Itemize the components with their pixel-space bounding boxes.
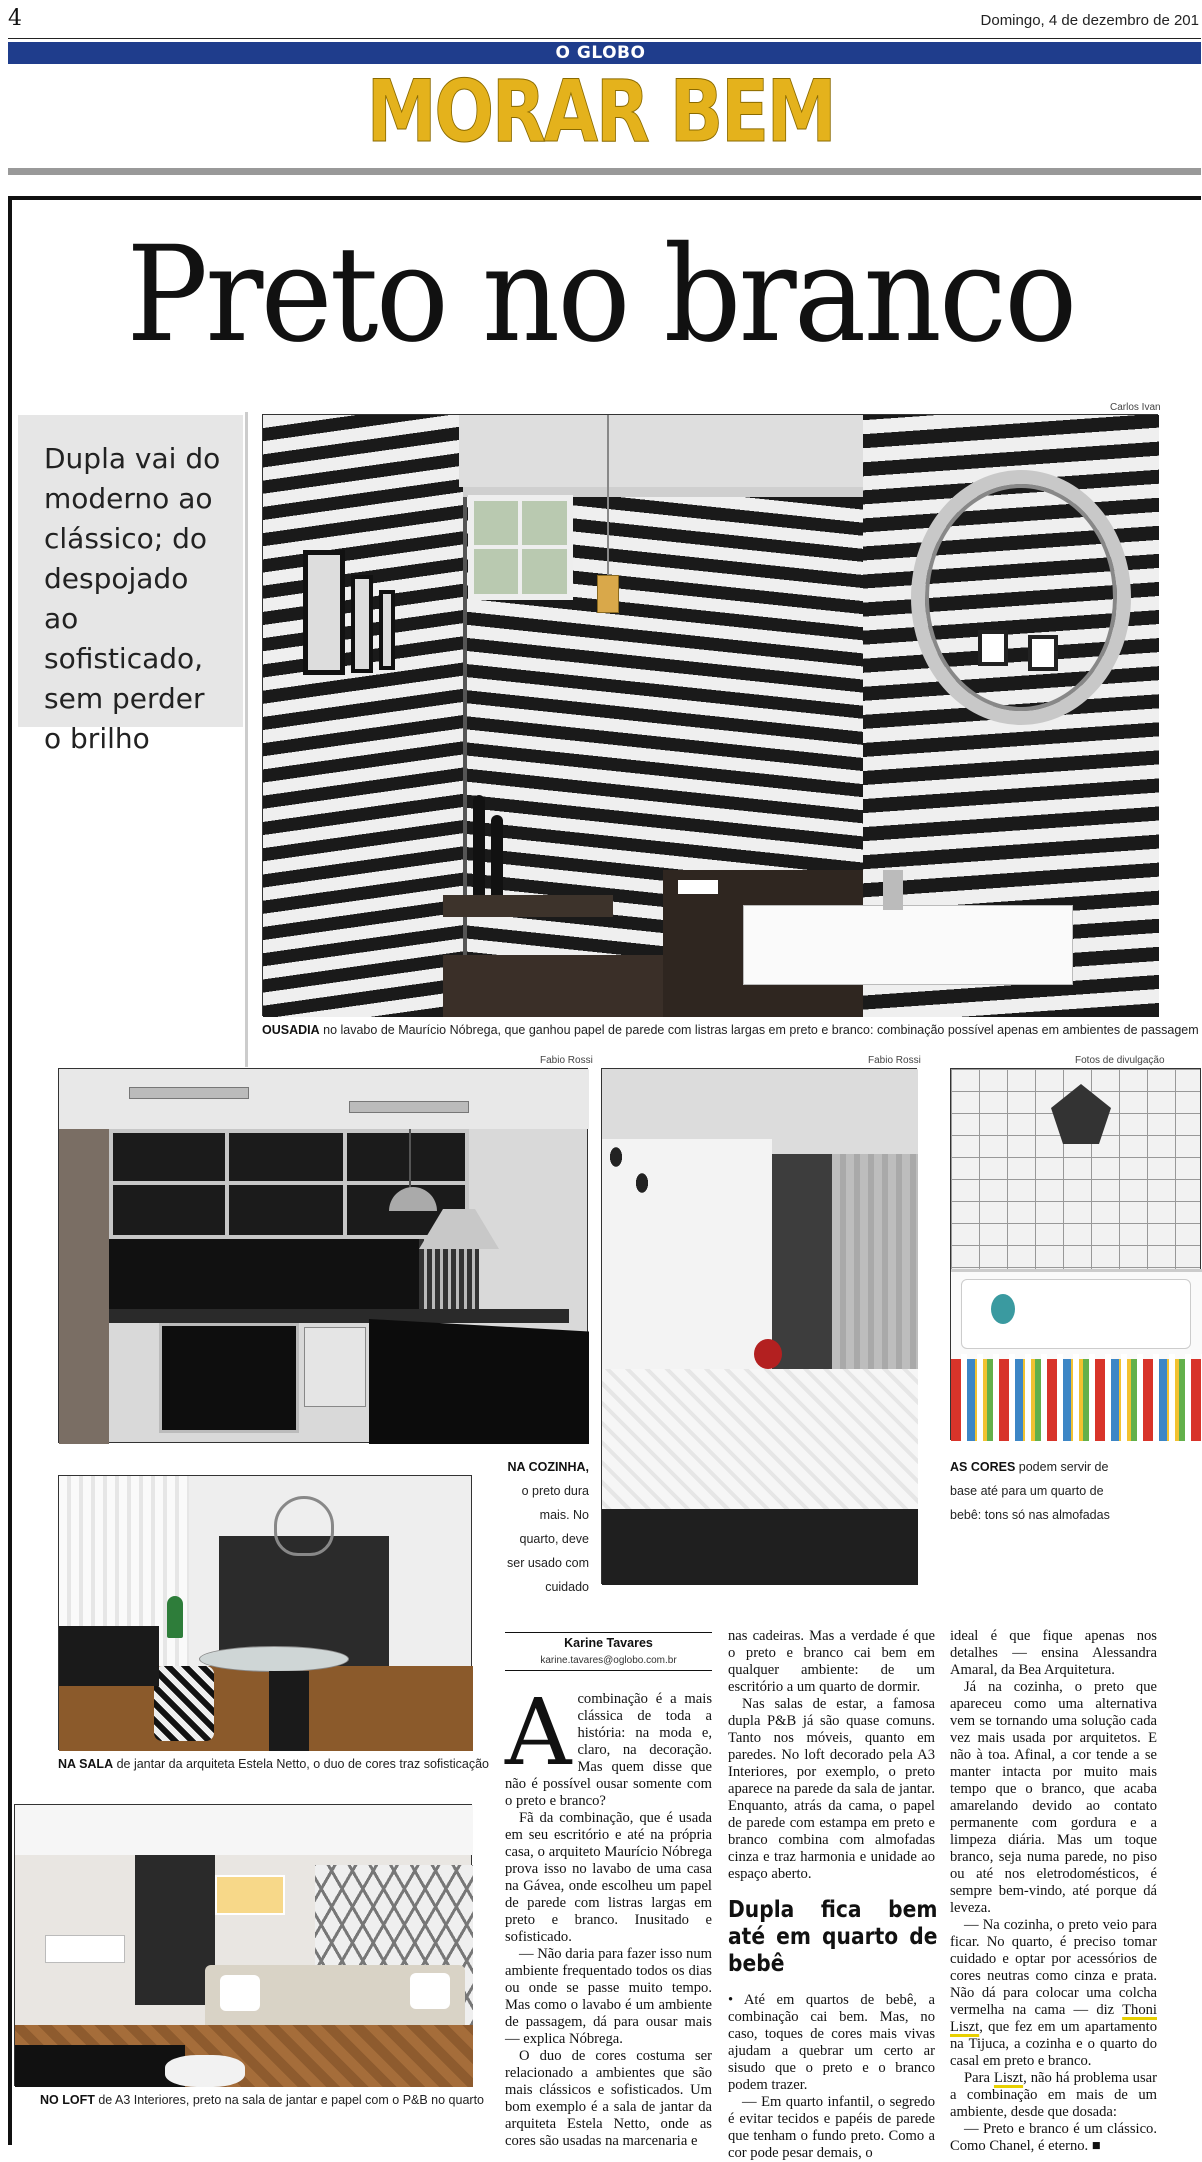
wall-art (215, 1875, 285, 1915)
kitchen-ceiling (59, 1069, 589, 1129)
upper-cabinets (109, 1129, 469, 1239)
towel (678, 880, 718, 894)
pendant-wire (607, 415, 609, 575)
round-mirror (911, 470, 1131, 725)
wood-panel (59, 1129, 109, 1444)
mini-fridge (304, 1327, 366, 1407)
wall-frame-2 (351, 575, 373, 673)
backsplash (109, 1239, 419, 1309)
caption-sala-lead: NA SALA (58, 1757, 114, 1771)
sink (743, 905, 1073, 985)
sala-photo (58, 1475, 472, 1750)
name-highlight: Liszt (993, 2070, 1024, 2086)
cushion-2 (410, 1973, 450, 2009)
page-number: 4 (8, 6, 22, 31)
caption-main-text: no lavabo de Maurício Nóbrega, que ganhou papel de parede com listras largas em preto e branco: combinação possível apenas em ambientes de passagem (319, 1023, 1199, 1037)
column-1 (505, 1632, 712, 2150)
lower-cabinets (159, 1323, 299, 1433)
headline: Preto no branco (126, 218, 1075, 372)
caption-loft (40, 2088, 500, 2112)
cushion-1 (220, 1975, 260, 2011)
glass-table (199, 1646, 349, 1672)
crib-bars (951, 1354, 1202, 1441)
wall-frame-1 (303, 550, 345, 675)
paragraph: Fã da combinação, que é usada em seu escritório e até na própria casa, o arquiteto Maurício Nóbrega prova isso no lavabo de uma casa na Gávea, onde escolheu um papel de parede com listras largas em preto e branco. Inusitado e sofisticado. (505, 1810, 712, 1945)
mosaic-tiles (419, 1239, 479, 1309)
window (468, 495, 573, 600)
photo-credit-main: Carlos Ivan (1110, 402, 1161, 413)
bed-frame (602, 1509, 918, 1585)
countertop (109, 1309, 569, 1323)
caption-sala-text: de jantar da arquiteta Estela Netto, o duo de cores traz sofisticação (113, 1757, 490, 1771)
caption-kitchen-text: o preto dura mais. No quarto, deve ser usado com cuidado (507, 1484, 589, 1594)
kitchen-island (369, 1319, 589, 1444)
column-2 (728, 1628, 938, 2162)
column-divider (245, 412, 248, 1067)
paragraph: ideal é que fique apenas nos detalhes — ensina Alessandra Amaral, da Bea Arquitetura. (950, 1628, 1157, 1678)
green-vase (167, 1596, 183, 1638)
paragraph: nas cadeiras. Mas a verdade é que o preto e branco cai bem em qualquer ambiente: de um escritório a um quarto de dormir. (728, 1628, 935, 1695)
black-accent-wall (135, 1855, 215, 2005)
floor (443, 955, 673, 1017)
red-flowers (754, 1339, 782, 1369)
byline-email: karine.tavares@oglobo.com.br (540, 1655, 677, 1666)
intro-box: Dupla vai do moderno ao clássico; do despojado ao sofisticado, sem perder o brilho (18, 415, 243, 727)
black-chair (269, 1671, 309, 1751)
wall-ornament (1051, 1084, 1111, 1144)
vase-2 (491, 815, 503, 895)
caption-kitchen (505, 1455, 589, 1599)
caption-baby-text: podem servir de base até para um quarto de bebê: tons só nas almofadas (950, 1460, 1110, 1522)
loft-photo (14, 1804, 472, 2086)
caption-loft-lead: NO LOFT (40, 2093, 95, 2107)
section-rule (8, 168, 1201, 175)
paragraph: — Em quarto infantil, o segredo é evitar tecidos e papéis de parede que tenham o fundo preto. Como a cor pode pesar demais, o (728, 2094, 935, 2161)
photo-credit-kitchen: Fabio Rossi (540, 1055, 593, 1066)
bedroom-photo (601, 1068, 917, 1584)
caption-sala (58, 1752, 498, 1776)
paragraph: — Preto e branco é um clássico. Como Chanel, é eterno. ■ (950, 2121, 1157, 2154)
faucet (883, 870, 903, 910)
chandelier (274, 1496, 334, 1556)
subhead: Dupla fica bem até em quarto de bebê (728, 1897, 938, 1977)
name-highlight: Thoni Liszt (950, 2002, 1157, 2035)
caption-baby-lead: AS CORES (950, 1460, 1016, 1474)
paragraph: • Até em quartos de bebê, a combinação cai bem. Mas, no caso, toques de cores mais vivas ajudam a quebrar um certo ar sisudo que o preto e o branco podem trazer. (728, 1992, 935, 2093)
sideboard (59, 1626, 159, 1686)
left-wall (263, 415, 463, 1017)
paragraph: — Não daria para fazer isso num ambiente frequentado todos os dias ou onde se passe muito tempo. Mas como o lavabo é um ambiente de passagem, dá para ousar mais — explica Nóbrega. (505, 1946, 712, 2047)
bed-quilt (602, 1369, 918, 1519)
paragraph: Para Liszt, não há problema usar a combinação em mais de um ambiente, desde que dosada: (950, 2070, 1157, 2120)
caption-loft-text: de A3 Interiores, preto na sala de jantar e papel com o P&B no quarto (94, 2093, 484, 2107)
mirror-frame-reflection (978, 630, 1008, 666)
column-3 (950, 1628, 1157, 2155)
top-rule (8, 38, 1201, 39)
main-photo-lavabo (262, 414, 1158, 1016)
ceiling-light-1 (129, 1087, 249, 1099)
dining-chairs (45, 1935, 125, 1963)
loft-ceiling (15, 1805, 473, 1855)
patterned-chair (154, 1666, 214, 1741)
paragraph-opening: Acombinação é a mais clássica de toda a história: na moda e, claro, na decoração. Mas quem disse que não é possível ousar somente com o preto e branco? (505, 1679, 712, 1809)
section-title: MORAR BEM (366, 62, 835, 162)
byline-name: Karine Tavares (564, 1636, 653, 1650)
photo-credit-bedroom: Fabio Rossi (868, 1055, 921, 1066)
toy (991, 1294, 1015, 1324)
drop-cap: A (505, 1679, 572, 1786)
ceiling-light-2 (349, 1101, 469, 1113)
kitchen-photo (58, 1068, 588, 1443)
rug (165, 2055, 245, 2087)
baby-room-photo (950, 1068, 1201, 1440)
caption-main (262, 1018, 1199, 1042)
edition-date: Domingo, 4 de dezembro de 201 (980, 12, 1199, 29)
caption-kitchen-lead: NA COZINHA, (507, 1460, 589, 1474)
shelf (443, 895, 613, 917)
paragraph: — Na cozinha, o preto veio para ficar. No quarto, é preciso tomar cuidado e optar por acessórios de cores neutras como cinza e prata. Não dá para colocar uma colcha vermelha na cama — diz Thoni Liszt, que fez em um apartamento na Tijuca, a cozinha e o quarto do casal em preto e branco. (950, 1917, 1157, 2069)
caption-main-lead: OUSADIA (262, 1023, 320, 1037)
newspaper-name: O GLOBO (555, 43, 646, 63)
coffee-table (15, 2045, 185, 2087)
photo-credit-baby: Fotos de divulgação (1075, 1055, 1165, 1066)
paragraph: Nas salas de estar, a famosa dupla P&B já são quase comuns. Tanto nos móveis, quanto em paredes. No loft decorado pela A3 Interiores, por exemplo, o preto aparece na parede da sala de jantar. Enquanto, atrás da cama, o papel de parede com estampa em preto e branco combina com almofadas cinza e traz harmonia e unidade ao espaço aberto. (728, 1696, 935, 1882)
article-frame-top (8, 196, 1201, 200)
caption-baby (950, 1455, 1130, 1527)
pendant-lamp (597, 575, 619, 613)
paragraph: O duo de cores costuma ser relacionado a ambientes que são mais clássicos e sofisticados. Um bom exemplo é a sala de jantar da arquiteta Estela Netto, onde as cores são usadas na marcenaria e (505, 2048, 712, 2149)
wall-frame-3 (379, 590, 395, 670)
byline-box (505, 1632, 712, 1671)
article-frame-left (8, 196, 12, 2145)
vase-1 (473, 795, 485, 895)
paragraph: Já na cozinha, o preto que apareceu como uma alternativa vem se tornando uma solução cada vez mais usada por arquitetos. E não à toa. Afinal, a cor tende a se manter intacta por muito mais tempo que o branco, que acaba amarelando devido ao contato permanente com gordura e a limpeza diária. Mas um toque branco, seja numa parede, no piso ou até nos eletrodomésticos, é sempre bem-vindo, até porque dá leveza. (950, 1679, 1157, 1916)
